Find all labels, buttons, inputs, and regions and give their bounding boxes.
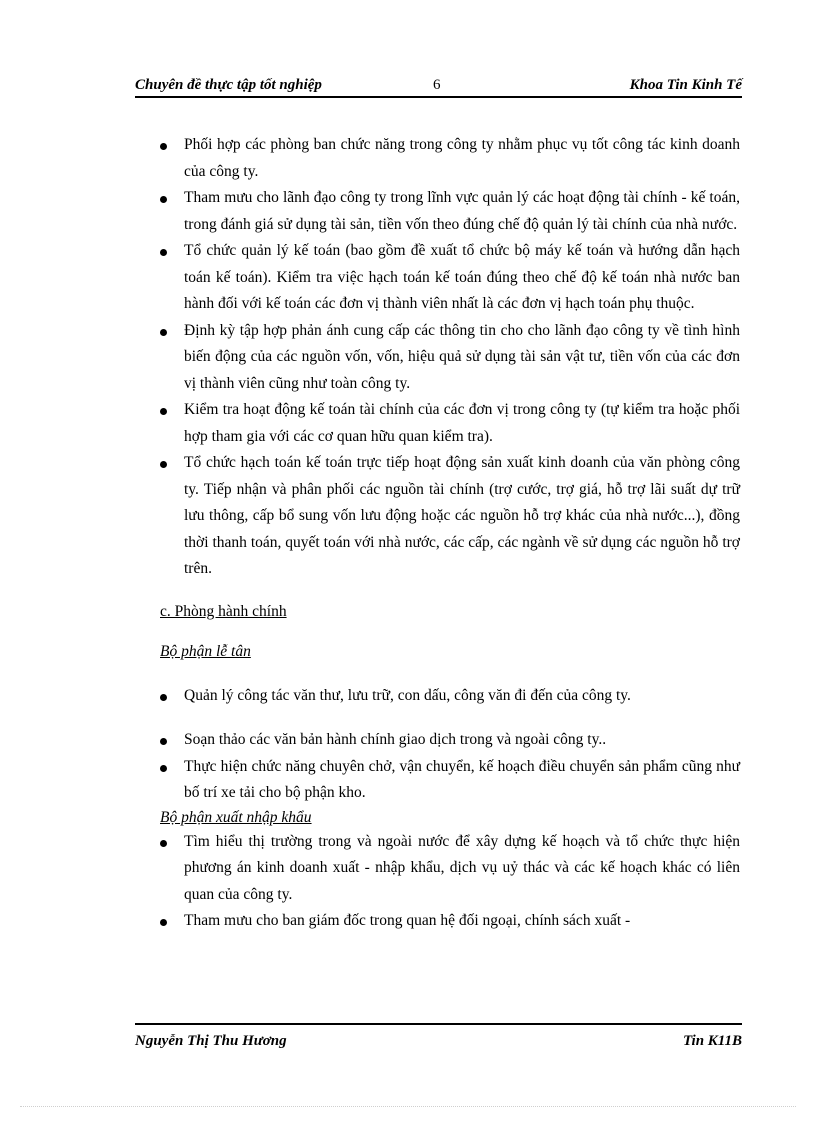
list-item: Thực hiện chức năng chuyên chở, vận chuyển, kế hoạch điều chuyển sản phẩm cũng như bố trí xe tải cho bộ phận kho. xyxy=(160,754,740,807)
list-item: Tham mưu cho lãnh đạo công ty trong lĩnh vực quản lý các hoạt động tài chính - kế toán, trong đánh giá sử dụng tài sản, tiền vốn theo đúng chế độ quản lý tài chính của nhà nước. xyxy=(160,185,740,238)
list-item: Soạn thảo các văn bản hành chính giao dịch trong và ngoài công ty.. xyxy=(160,727,740,754)
list-item: Quản lý công tác văn thư, lưu trữ, con dấu, công văn đi đến của công ty. xyxy=(160,683,740,710)
list-item: Tổ chức quản lý kế toán (bao gồm đề xuất tổ chức bộ máy kế toán và hướng dẫn hạch toán kế toán). Kiểm tra việc hạch toán kế toán đúng theo chế độ kế toán nhà nước ban hành đối với kế toán các đơn vị thành viên nhất là các đơn vị hạch toán phụ thuộc. xyxy=(160,238,740,318)
list-item: Tham mưu cho ban giám đốc trong quan hệ đối ngoại, chính sách xuất - xyxy=(160,908,740,935)
bullet-icon xyxy=(160,196,167,203)
class-code: Tin K11B xyxy=(682,1033,742,1049)
duties-list xyxy=(160,132,740,583)
section-title: c. Phòng hành chính xyxy=(160,602,287,620)
bullet-icon xyxy=(160,919,167,926)
bullet-icon xyxy=(160,840,167,847)
list-item: Kiểm tra hoạt động kế toán tài chính của các đơn vị trong công ty (tự kiểm tra hoặc phối hợp tham gia với các cơ quan hữu quan kiểm tra). xyxy=(160,397,740,450)
author-name: Nguyễn Thị Thu Hương xyxy=(135,1033,287,1049)
page-bottom-edge xyxy=(20,1106,796,1107)
bullet-icon xyxy=(160,408,167,415)
bullet-icon xyxy=(160,738,167,745)
bullet-icon xyxy=(160,694,167,701)
bullet-icon xyxy=(160,143,167,150)
bullet-icon xyxy=(160,249,167,256)
bullet-icon xyxy=(160,329,167,336)
header-title: Chuyên đề thực tập tốt nghiệp xyxy=(135,77,322,93)
list-item: Phối hợp các phòng ban chức năng trong công ty nhằm phục vụ tốt công tác kinh doanh của công ty. xyxy=(160,132,740,185)
list-item: Định kỳ tập hợp phản ánh cung cấp các thông tin cho cho lãnh đạo công ty về tình hình biến động của các nguồn vốn, vốn, hiệu quả sử dụng tài sản vật tư, tiền vốn của các đơn vị thành viên cũng như toàn công ty. xyxy=(160,318,740,398)
list-item: Tìm hiểu thị trường trong và ngoài nước để xây dựng kế hoạch và tổ chức thực hiện phương án kinh doanh xuất - nhập khẩu, dịch vụ uỷ thác và các kế hoạch khác có liên quan của công ty. xyxy=(160,829,740,909)
page-footer xyxy=(135,1023,742,1051)
list-item: Tổ chức hạch toán kế toán trực tiếp hoạt động sản xuất kinh doanh của văn phòng công ty. Tiếp nhận và phân phối các nguồn tài chính (trợ cước, trợ giá, hỗ trợ lãi suất dự trữ lưu thông, cấp bổ sung vốn lưu động hoặc các nguồn hỗ trợ khác của nhà nước...), đồng thời thanh toán, quyết toán với nhà nước, các cấp, các ngành về sử dụng các nguồn hỗ trợ trên. xyxy=(160,450,740,583)
import-export-list xyxy=(160,829,740,935)
header-department: Khoa Tin Kinh Tế xyxy=(629,77,742,93)
subheading-reception: Bộ phận lễ tân xyxy=(160,642,251,660)
bullet-icon xyxy=(160,461,167,468)
page-header xyxy=(135,74,742,98)
bullet-icon xyxy=(160,765,167,772)
page-number: 6 xyxy=(433,77,441,93)
reception-list xyxy=(160,683,740,807)
page-body xyxy=(160,132,740,935)
subheading-import-export: Bộ phận xuất nhập khẩu xyxy=(160,808,312,826)
